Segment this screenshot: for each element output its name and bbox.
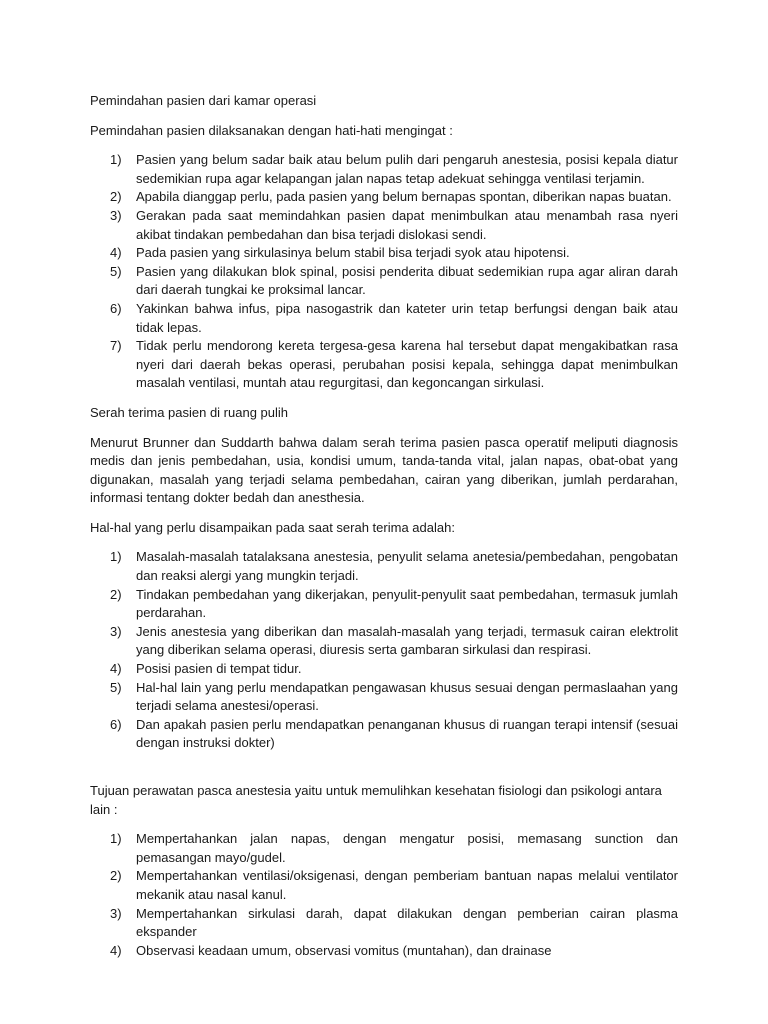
spacer — [90, 764, 678, 782]
list-text: Pasien yang belum sadar baik atau belum pulih dari pengaruh anestesia, posisi kepala diatur sedemikian rupa agar kelapangan jalan napas tetap adekuat sehingga ventilasi terjamin. — [136, 152, 678, 186]
list-text: Pasien yang dilakukan blok spinal, posisi penderita dibuat sedemikian rupa agar aliran darah dari daerah tungkai ke proksimal lancar. — [136, 263, 678, 298]
intro-transfer: Pemindahan pasien dilaksanakan dengan hati-hati mengingat : — [90, 122, 453, 138]
list-text: Gerakan pada saat memindahkan pasien dapat menimbulkan atau menambah rasa nyeri akibat tindakan pembedahan dan bisa terjadi dislokasi sendi. — [136, 207, 678, 242]
list-number: 1) — [110, 152, 122, 168]
list-item — [90, 679, 678, 716]
list-number: 4) — [110, 661, 122, 677]
list-number: 1) — [110, 549, 122, 565]
list-item — [90, 905, 678, 942]
list-post-anesthesia-goals — [90, 830, 678, 960]
list-number: 3) — [110, 905, 122, 921]
list-item — [90, 263, 678, 300]
section-heading-handover: Serah terima pasien di ruang pulih — [90, 404, 289, 420]
list-text: Mempertahankan sirkulasi darah, dapat dilakukan dengan pemberian cairan plasma ekspander — [136, 905, 678, 940]
list-number: 7) — [110, 338, 122, 354]
list-number: 3) — [110, 207, 122, 223]
list-handover-items — [90, 548, 678, 753]
paragraph-handover: Menurut Brunner dan Suddarth bahwa dalam serah terima pasien pasca operatif meliputi diagnosis medis dan jenis pembedahan, usia, kondisi umum, tanda-tanda vital, jalan napas, obat-obat yang digunakan, masalah yang terjadi selama pembedahan, cairan yang diberikan, jumlah perdarahan, informasi tentang dokter bedah dan anesthesia. — [90, 434, 678, 506]
list-text: Observasi keadaan umum, observasi vomitus (muntahan), dan drainase — [136, 942, 552, 958]
list-text: Apabila dianggap perlu, pada pasien yang belum bernapas spontan, diberikan napas buatan. — [136, 189, 672, 205]
list-text: Yakinkan bahwa infus, pipa nasogastrik dan kateter urin tetap berfungsi dengan baik atau tidak lepas. — [136, 300, 678, 335]
document-page — [90, 92, 678, 971]
list-text: Tindakan pembedahan yang dikerjakan, penyulit-penyulit saat pembedahan, termasuk jumlah perdarahan. — [136, 586, 678, 621]
list-item — [90, 830, 678, 867]
list-number: 4) — [110, 245, 122, 261]
list-text: Posisi pasien di tempat tidur. — [136, 661, 302, 677]
list-item — [90, 586, 678, 623]
list-text: Masalah-masalah tatalaksana anestesia, penyulit selama anetesia/pembedahan, pengobatan dan reaksi alergi yang mungkin terjadi. — [136, 549, 678, 584]
list-number: 4) — [110, 942, 122, 958]
list-item — [90, 337, 678, 393]
section-heading-transfer: Pemindahan pasien dari kamar operasi — [90, 93, 317, 108]
list-text: Tidak perlu mendorong kereta tergesa-gesa karena hal tersebut dapat mengakibatkan rasa nyeri dari daerah bekas operasi, perubahan posisi kepala, sehingga dapat menimbulkan masalah ventilasi, muntah atau regurgitasi, dan kegoncangan sirkulasi. — [136, 338, 678, 391]
intro-handover: Hal-hal yang perlu disampaikan pada saat serah terima adalah: — [90, 519, 455, 535]
list-number: 3) — [110, 623, 122, 639]
list-item — [90, 942, 678, 961]
list-number: 2) — [110, 868, 122, 884]
list-text: Jenis anestesia yang diberikan dan masalah-masalah yang terjadi, termasuk cairan elektrolit yang diberikan selama operasi, diuresis serta gambaran sirkulasi dan respirasi. — [136, 623, 678, 658]
list-text: Hal-hal lain yang perlu mendapatkan pengawasan khusus sesuai dengan permaslaahan yang terjadi selama anestesi/operasi. — [136, 679, 678, 714]
list-number: 2) — [110, 586, 122, 602]
intro-post-anesthesia-goals: Tujuan perawatan pasca anestesia yaitu untuk memulihkan kesehatan fisiologi dan psikologi antara lain : — [90, 783, 662, 817]
list-item — [90, 151, 678, 188]
list-item — [90, 867, 678, 904]
list-item — [90, 716, 678, 753]
list-text: Mempertahankan ventilasi/oksigenasi, dengan pemberiam bantuan napas melalui ventilator mekanik atau nasal kanul. — [136, 868, 678, 902]
list-text: Pada pasien yang sirkulasinya belum stabil bisa terjadi syok atau hipotensi. — [136, 245, 570, 261]
list-number: 5) — [110, 679, 122, 695]
list-text: Dan apakah pasien perlu mendapatkan penanganan khusus di ruangan terapi intensif (sesuai dengan instruksi dokter) — [136, 716, 678, 751]
list-item — [90, 188, 678, 207]
list-transfer-considerations — [90, 151, 678, 393]
list-text: Mempertahankan jalan napas, dengan mengatur posisi, memasang sunction dan pemasangan mayo/gudel. — [136, 831, 678, 865]
list-item — [90, 548, 678, 585]
list-item — [90, 244, 678, 263]
list-number: 1) — [110, 831, 122, 847]
list-number: 5) — [110, 263, 122, 279]
list-item — [90, 300, 678, 337]
list-number: 6) — [110, 300, 122, 316]
list-item — [90, 207, 678, 244]
list-item — [90, 623, 678, 660]
list-item — [90, 660, 678, 679]
list-number: 2) — [110, 189, 122, 205]
list-number: 6) — [110, 716, 122, 732]
